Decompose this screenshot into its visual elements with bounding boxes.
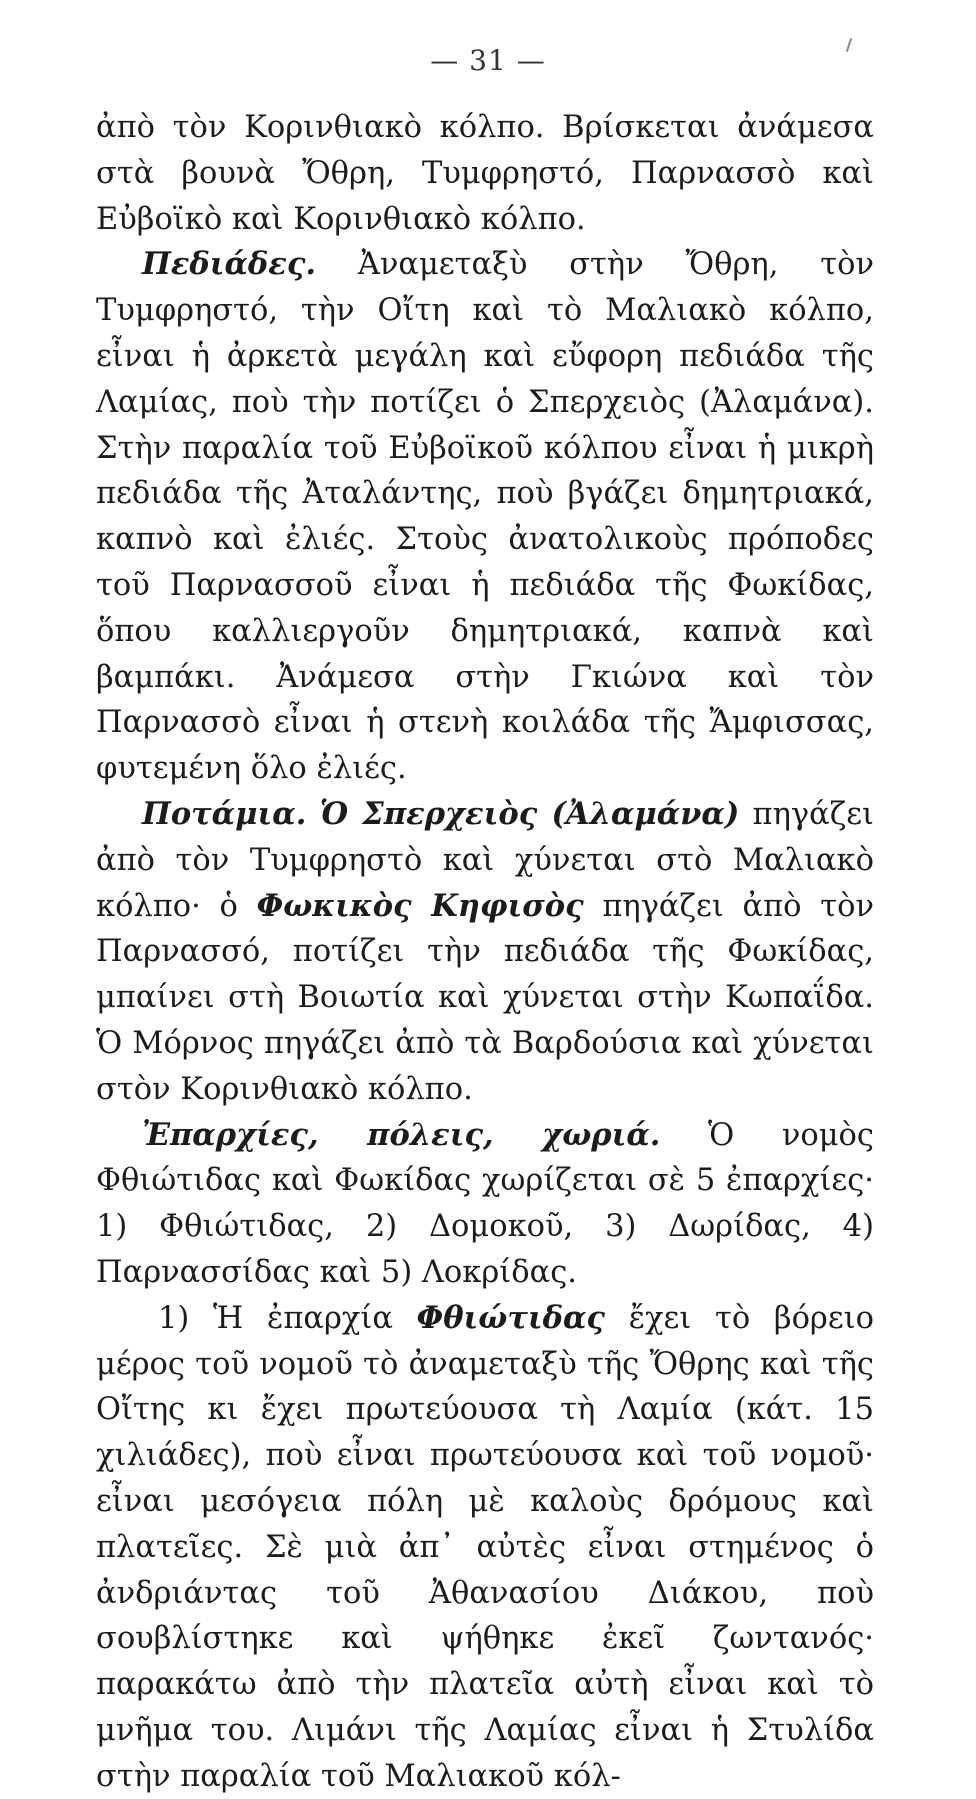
paragraph-fthiotida (96, 1296, 874, 1799)
paragraph-eparchies (96, 1113, 874, 1296)
paragraph-1: ἀπὸ τὸν Κορινθιακὸ κόλπο. Βρίσκεται ἀνάμεσα στὰ βουνὰ Ὄθρη, Τυμφρηστό, Παρνασσὸ καὶ Εὐβοϊκὸ καὶ Κορινθιακὸ κόλπο. (96, 110, 874, 237)
paragraph-potamia (96, 792, 874, 1113)
paragraph-eparchies-text: Ὁ νομὸς Φθιώτιδας καὶ Φωκίδας χωρίζεται σὲ 5 ἐπαρχίες· 1) Φθιώτιδας, 2) Δομοκοῦ, 3) Δωρίδας, 4) Παρνασσίδας καὶ 5) Λοκρίδας. (96, 1117, 874, 1290)
river-kifisos: Φωκικὸς Κηφισὸς (256, 887, 584, 924)
eparchia-fthiotidas: Φθιώτιδας (416, 1299, 606, 1336)
paragraph-potamia-text-2: πηγάζει ἀπὸ τὸν Παρνασσό, ποτίζει τὴν πεδιάδα τῆς Φωκίδας, μπαίνει στὴ Βοιωτία καὶ χύνεται στὴν Κωπαΐδα. Ὁ Μόρνος πηγάζει ἀπὸ τὰ Βαρδούσια καὶ χύνεται στὸν Κορινθιακὸ κόλπο. (96, 888, 874, 1107)
paragraph-fthiotida-text-1: 1) Ἡ ἐπαρχία (158, 1300, 417, 1336)
page-number: — 31 — (430, 44, 546, 77)
heading-pediades: Πεδιάδες. (142, 246, 317, 283)
body-text (96, 105, 874, 1799)
heading-eparchies: Ἐπαρχίες, πόλεις, χωριά. (142, 1116, 661, 1153)
paragraph-pediades (96, 242, 874, 792)
heading-potamia: Ποτάμια. (142, 795, 307, 832)
paragraph-potamia-text-1: πηγάζει ἀπὸ τὸν Τυμφρηστὸ καὶ χύνεται στὸ Μαλιακὸ κόλπο· ὁ (96, 796, 874, 924)
river-spercheios: Ὁ Σπερχειὸς (Ἀλαμάνα) (319, 795, 740, 832)
paragraph-pediades-text: Ἀναμεταξὺ στὴν Ὄθρη, τὸν Τυμφρηστό, τὴν Οἴτη καὶ τὸ Μαλιακὸ κόλπο, εἶναι ἡ ἀρκετὰ μεγάλη καὶ εὔφορη πεδιάδα τῆς Λαμίας, ποὺ τὴν ποτίζει ὁ Σπερχειὸς (Ἀλαμάνα). Στὴν παραλία τοῦ Εὐβοϊκοῦ κόλπου εἶναι ἡ μικρὴ πεδιάδα τῆς Ἀταλάντης, ποὺ βγάζει δημητριακά, καπνὸ καὶ ἐλιές. Στοὺς ἀνατολικοὺς πρόποδες τοῦ Παρνασσοῦ εἶναι ἡ πεδιάδα τῆς Φωκίδας, ὅπου καλλιεργοῦν δημητριακά, καπνὰ καὶ βαμπάκι. Ἀνάμεσα στὴν Γκιώνα καὶ τὸν Παρνασσὸ εἶναι ἡ στενὴ κοιλάδα τῆς Ἄμφισσας, φυτεμένη ὅλο ἐλιές. (96, 247, 874, 787)
paragraph-fthiotida-text-2: ἔχει τὸ βόρειο μέρος τοῦ νομοῦ τὸ ἀναμεταξὺ τῆς Ὄθρης καὶ τῆς Οἴτης κι ἔχει πρωτεύουσα τὴ Λαμία (κάτ. 15 χιλιάδες), ποὺ εἶναι πρωτεύουσα καὶ τοῦ νομοῦ· εἶναι μεσόγεια πόλη μὲ καλοὺς δρόμους καὶ πλατεῖες. Σὲ μιὰ ἀπ᾿ αὐτὲς εἶναι στημένος ὁ ἀνδριάντας τοῦ Ἀθανασίου Διάκου, ποὺ σουβλίστηκε καὶ ψήθηκε ἐκεῖ ζωντανός· παρακάτω ἀπὸ τὴν πλατεῖα αὐτὴ εἶναι καὶ τὸ μνῆμα του. Λιμάνι τῆς Λαμίας εἶναι ἡ Στυλίδα στὴν παραλία τοῦ Μαλιακοῦ κόλ- (96, 1300, 874, 1794)
